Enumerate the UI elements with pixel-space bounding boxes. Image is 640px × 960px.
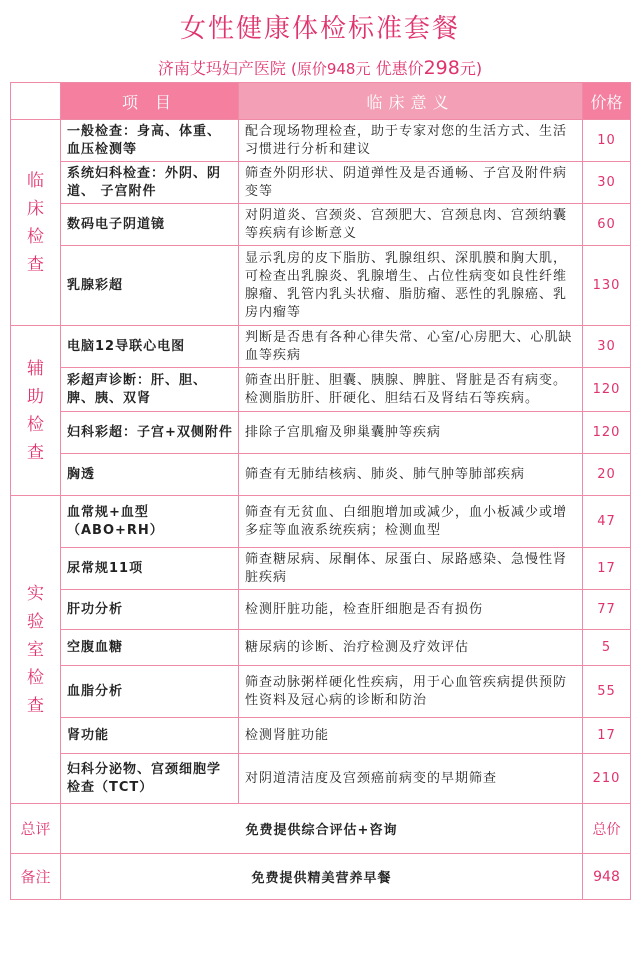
table-row <box>11 368 631 412</box>
clinical-meaning: 对阴道炎、宫颈炎、宫颈肥大、宫颈息肉、宫颈纳囊等疾病有诊断意义 <box>239 204 583 246</box>
item-name: 胸透 <box>61 454 239 496</box>
category-char: 检 <box>27 667 44 688</box>
item-price: 10 <box>583 120 631 162</box>
clinical-meaning: 对阴道清洁度及宫颈癌前病变的早期筛查 <box>239 754 583 804</box>
summary-text: 免费提供综合评估+咨询 <box>61 804 583 854</box>
category-cell <box>11 120 61 326</box>
category-char: 床 <box>27 198 44 219</box>
item-name: 系统妇科检查：外阴、阴道、 子宫附件 <box>61 162 239 204</box>
clinical-meaning: 筛查糖尿病、尿酮体、尿蛋白、尿路感染、急慢性肾脏疾病 <box>239 548 583 590</box>
table-row <box>11 630 631 666</box>
clinical-meaning: 筛查有无贫血、白细胞增加或减少，血小板减少或增多症等血液系统疾病；检测血型 <box>239 496 583 548</box>
category-char: 验 <box>27 611 44 632</box>
clinical-meaning: 筛查动脉粥样硬化性疾病，用于心血管疾病提供预防性资料及冠心病的诊断和防治 <box>239 666 583 718</box>
total-price-label: 总价 <box>583 804 631 854</box>
item-price: 130 <box>583 246 631 326</box>
table-row <box>11 246 631 326</box>
item-price: 120 <box>583 368 631 412</box>
item-price: 20 <box>583 454 631 496</box>
clinical-meaning: 显示乳房的皮下脂肪、乳腺组织、深肌膜和胸大肌，可检查出乳腺炎、乳腺增生、占位性病变如良性纤维腺瘤、乳管内乳头状瘤、脂肪瘤、恶性的乳腺癌、乳房内瘤等 <box>239 246 583 326</box>
item-price: 30 <box>583 326 631 368</box>
item-name: 血常规+血型（ABO+RH） <box>61 496 239 548</box>
table-row <box>11 548 631 590</box>
item-name: 妇科彩超：子宫+双侧附件 <box>61 412 239 454</box>
item-price: 17 <box>583 548 631 590</box>
table-row <box>11 162 631 204</box>
item-price: 55 <box>583 666 631 718</box>
category-char: 临 <box>27 170 44 191</box>
category-cell <box>11 496 61 804</box>
item-name: 空腹血糖 <box>61 630 239 666</box>
clinical-meaning: 判断是否患有各种心律失常、心室/心房肥大、心肌缺血等疾病 <box>239 326 583 368</box>
table-row <box>11 326 631 368</box>
category-char: 查 <box>27 695 44 716</box>
clinical-meaning: 糖尿病的诊断、治疗检测及疗效评估 <box>239 630 583 666</box>
table-row <box>11 204 631 246</box>
table-header-row <box>11 83 631 120</box>
original-price: 948元 <box>326 60 371 78</box>
category-char: 助 <box>27 386 44 407</box>
item-price: 60 <box>583 204 631 246</box>
sale-price: 298 <box>423 57 460 79</box>
remark-text: 免费提供精美营养早餐 <box>61 854 583 900</box>
item-price: 47 <box>583 496 631 548</box>
item-name: 妇科分泌物、宫颈细胞学检查（TCT） <box>61 754 239 804</box>
hospital-name: 济南艾玛妇产医院 <box>157 59 286 78</box>
table-row <box>11 454 631 496</box>
category-char: 室 <box>27 639 44 660</box>
sale-price-label: 优惠价 <box>375 59 424 78</box>
clinical-meaning: 筛查外阴形状、阴道弹性及是否通畅、子宫及附件病变等 <box>239 162 583 204</box>
table-row <box>11 496 631 548</box>
item-price: 17 <box>583 718 631 754</box>
header-blank-cell <box>11 83 61 120</box>
item-price: 5 <box>583 630 631 666</box>
item-name: 数码电子阴道镜 <box>61 204 239 246</box>
original-price-label: (原价 <box>290 60 327 78</box>
category-cell <box>11 326 61 496</box>
total-price-value: 948 <box>583 854 631 900</box>
clinical-meaning: 筛查出肝脏、胆囊、胰腺、脾脏、肾脏是否有病变。检测脂肪肝、肝硬化、胆结石及肾结石等疾病。 <box>239 368 583 412</box>
category-char: 检 <box>27 414 44 435</box>
item-price: 120 <box>583 412 631 454</box>
item-name: 彩超声诊断：肝、胆、脾、胰、双肾 <box>61 368 239 412</box>
item-name: 肝功分析 <box>61 590 239 630</box>
table-row <box>11 666 631 718</box>
item-name: 肾功能 <box>61 718 239 754</box>
sale-price-suffix: 元) <box>459 59 483 78</box>
category-char: 检 <box>27 226 44 247</box>
summary-row <box>11 804 631 854</box>
item-name: 电脑12导联心电图 <box>61 326 239 368</box>
table-row <box>11 754 631 804</box>
table-row <box>11 590 631 630</box>
category-char: 查 <box>27 254 44 275</box>
page-subtitle <box>0 56 640 79</box>
package-table <box>10 82 631 900</box>
summary-label: 总评 <box>11 804 61 854</box>
category-char: 查 <box>27 442 44 463</box>
header-item: 项 目 <box>61 83 239 120</box>
clinical-meaning: 检测肝脏功能，检查肝细胞是否有损伤 <box>239 590 583 630</box>
header-meaning: 临床意义 <box>239 83 583 120</box>
table-footer <box>11 804 631 900</box>
category-char: 实 <box>27 583 44 604</box>
item-name: 乳腺彩超 <box>61 246 239 326</box>
remark-label: 备注 <box>11 854 61 900</box>
clinical-meaning: 配合现场物理检查，助于专家对您的生活方式、生活习惯进行分析和建议 <box>239 120 583 162</box>
item-price: 210 <box>583 754 631 804</box>
header-price: 价格 <box>583 83 631 120</box>
clinical-meaning: 排除子宫肌瘤及卵巢囊肿等疾病 <box>239 412 583 454</box>
page-title: 女性健康体检标准套餐 <box>179 14 460 44</box>
item-name: 血脂分析 <box>61 666 239 718</box>
table-row <box>11 412 631 454</box>
remark-row <box>11 854 631 900</box>
item-price: 30 <box>583 162 631 204</box>
table-row <box>11 120 631 162</box>
item-name: 一般检查：身高、体重、血压检测等 <box>61 120 239 162</box>
table-row <box>11 718 631 754</box>
clinical-meaning: 检测肾脏功能 <box>239 718 583 754</box>
clinical-meaning: 筛查有无肺结核病、肺炎、肺气肿等肺部疾病 <box>239 454 583 496</box>
category-char: 辅 <box>27 358 44 379</box>
table-body <box>11 120 631 804</box>
item-name: 尿常规11项 <box>61 548 239 590</box>
item-price: 77 <box>583 590 631 630</box>
